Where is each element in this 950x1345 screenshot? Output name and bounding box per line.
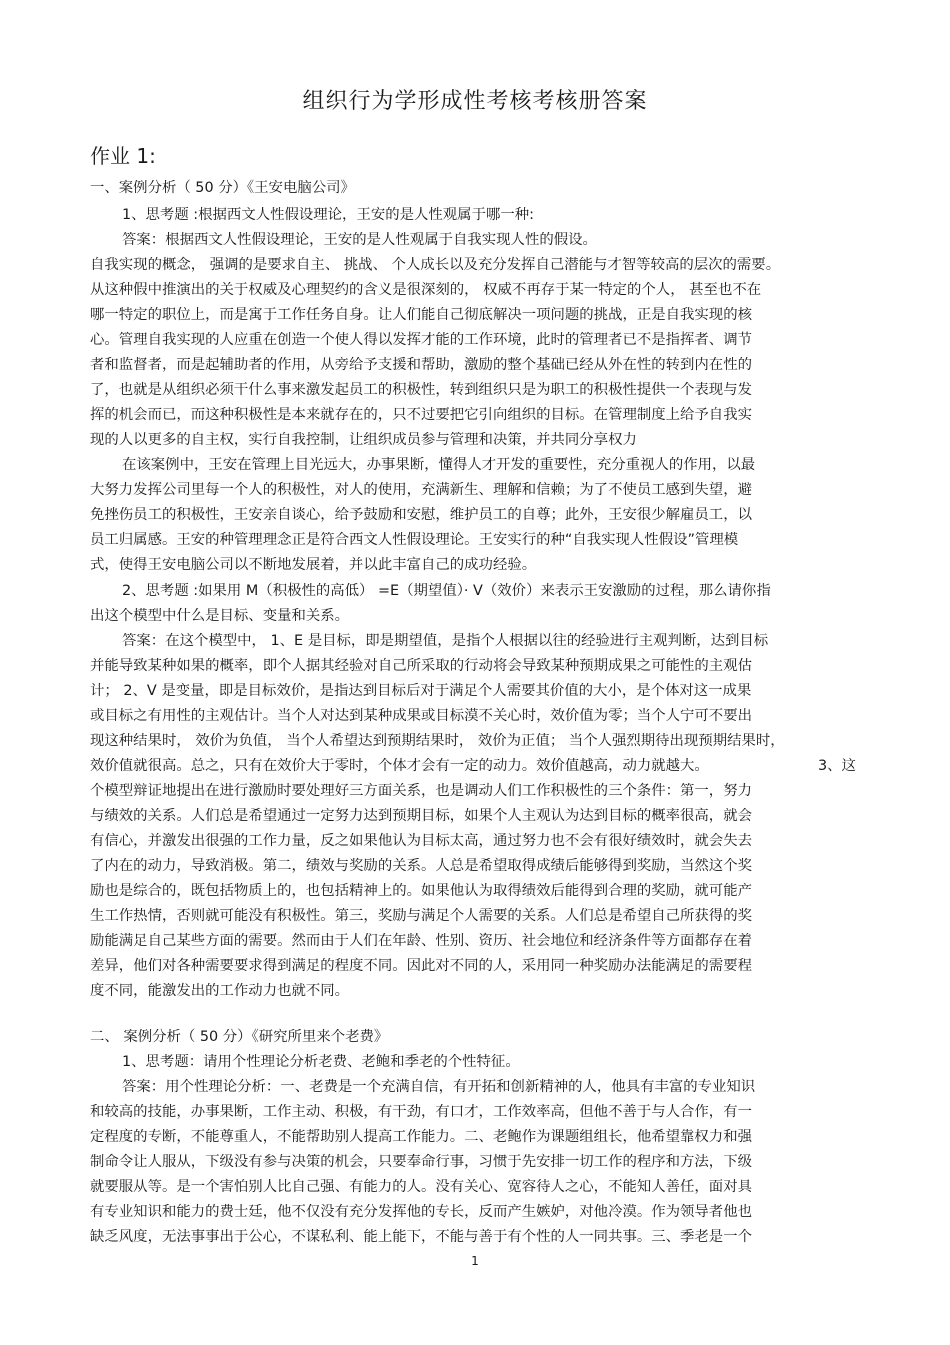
text-line: 个模型辩证地提出在进行激励时要处理好三方面关系，也是调动人们工作积极性的三个条件：第一，努力 — [90, 783, 752, 799]
text-line: 现的人以更多的自主权，实行自我控制，让组织成员参与管理和决策，并共同分享权力 — [90, 432, 637, 448]
text-line: 和较高的技能，办事果断，工作主动、积极，有干劲，有口才，工作效率高，但他不善于与人合作，有一 — [90, 1104, 752, 1120]
text-line: 答案：用个性理论分析：一、老费是一个充满自信，有开拓和创新精神的人，他具有丰富的专业知识 — [122, 1079, 756, 1095]
text-line: 哪一特定的职位上，而是寓于工作任务自身。让人们能自己彻底解决一项问题的挑战，正是自我实现的核 — [90, 307, 752, 323]
text-line: 免挫伤员工的积极性，王安亲自谈心，给予鼓励和安慰，维护员工的自尊；此外，王安很少解雇员工，以 — [90, 507, 752, 523]
text-line: 答案：在这个模型中， 1、E 是目标，即是期望值，是指个人根据以往的经验进行主观判断，达到目标 — [122, 633, 769, 649]
text-line: 心。管理自我实现的人应重在创造一个使人得以发挥才能的工作环境，此时的管理者已不是指挥者、调节 — [90, 332, 752, 348]
text-line: 了，也就是从组织必须干什么事来激发起员工的积极性，转到组织只是为职工的积极性提供一个表现与发 — [90, 382, 752, 398]
text-line: 一、案例分析（ 50 分）《王安电脑公司》 — [90, 180, 355, 196]
text-line: 缺乏风度，无法事事出于公心，不谋私利、能上能下，不能与善于有个性的人一同共事。三、季老是一个 — [90, 1229, 752, 1245]
text-line: 员工归属感。王安的种管理理念正是符合西文人性假设理论。王安实行的种“自我实现人性假设”管理模 — [90, 532, 739, 548]
text-line: 有信心，并激发出很强的工作力量，反之如果他认为目标太高，通过努力也不会有很好绩效时，就会失去 — [90, 833, 752, 849]
document-title: 组织行为学形成性考核考核册答案 — [302, 89, 648, 114]
assignment-heading: 作业 1: — [90, 144, 156, 168]
text-line: 励也是综合的，既包括物质上的，也包括精神上的。如果他认为取得绩效后能得到合理的奖励，就可能产 — [90, 883, 752, 899]
text-line: 生工作热情，否则就可能没有积极性。第三，奖励与满足个人需要的关系。人们总是希望自己所获得的奖 — [90, 908, 752, 924]
text-line: 在该案例中，王安在管理上目光远大，办事果断，懂得人才开发的重要性，充分重视人的作用，以最 — [122, 457, 756, 473]
text-line: 并能导致某种如果的概率，即个人据其经验对自己所采取的行动将会导致某种预期成果之可能性的主观估 — [90, 658, 752, 674]
text-line: 二、 案例分析（ 50 分）《研究所里来个老费》 — [90, 1029, 389, 1045]
text-line: 励能满足自己某些方面的需要。然而由于人们在年龄、性别、资历、社会地位和经济条件等方面都存在着 — [90, 933, 752, 949]
text-line: 就要服从等。是一个害怕别人比自己强、有能力的人。没有关心、宽容待人之心，不能知人善任，面对具 — [90, 1179, 752, 1195]
text-line: 2、思考题 :如果用 M（积极性的高低） =E（期望值）· V（效价）来表示王安激励的过程，那么请你指 — [122, 583, 771, 599]
text-line: 1、思考题 :根据西文人性假设理论，王安的是人性观属于哪一种: — [122, 207, 534, 223]
text-line: 挥的机会而已，而这种积极性是本来就存在的，只不过要把它引向组织的目标。在管理制度上给予自我实 — [90, 407, 752, 423]
text-line: 计； 2、V 是变量，即是目标效价，是指达到目标后对于满足个人需要其价值的大小，是个体对这一成果 — [90, 683, 752, 699]
page-number: 1 — [471, 1254, 479, 1268]
text-line: 与绩效的关系。人们总是希望通过一定努力达到预期目标，如果个人主观认为达到目标的概率很高，就会 — [90, 808, 752, 824]
text-line: 出这个模型中什么是目标、变量和关系。 — [90, 608, 350, 624]
text-line: 了内在的动力，导致消极。第二，绩效与奖励的关系。人总是希望取得成绩后能够得到奖励，当然这个奖 — [90, 858, 752, 874]
text-line: 者和监督者，而是起辅助者的作用，从旁给予支援和帮助，激励的整个基础已经从外在性的转到内在性的 — [90, 357, 752, 373]
text-line: 3、这 — [818, 758, 856, 774]
text-line: 效价值就很高。总之，只有在效价大于零时，个体才会有一定的动力。效价值越高，动力就越大。 — [90, 758, 709, 774]
text-line: 1、思考题：请用个性理论分析老费、老鲍和季老的个性特征。 — [122, 1054, 520, 1070]
text-line: 度不同，能激发出的工作动力也就不同。 — [90, 983, 350, 999]
text-line: 从这种假中推演出的关于权威及心理契约的含义是很深刻的， 权威不再存于某一特定的个人， 甚至也不在 — [90, 282, 762, 298]
text-line: 或目标之有用性的主观估计。当个人对达到某种成果或目标漠不关心时，效价值为零；当个人宁可不要出 — [90, 708, 752, 724]
text-line: 制命令让人服从，下级没有参与决策的机会，只要奉命行事，习惯于先安排一切工作的程序和方法，下级 — [90, 1154, 752, 1170]
text-line: 差异，他们对各种需要要求得到满足的程度不同。因此对不同的人，采用同一种奖励办法能满足的需要程 — [90, 958, 752, 974]
text-line: 自我实现的概念， 强调的是要求自主、 挑战、 个人成长以及充分发挥自己潜能与才智等较高的层次的需要。 — [90, 257, 781, 273]
text-line: 式，使得王安电脑公司以不断地发展着，并以此丰富自己的成功经验。 — [90, 557, 537, 573]
text-line: 现这种结果时， 效价为负值， 当个人希望达到预期结果时， 效价为正值； 当个人强烈期待出现预期结果时， — [90, 733, 785, 749]
text-line: 答案：根据西文人性假设理论，王安的是人性观属于自我实现人性的假设。 — [122, 232, 597, 248]
text-line: 大努力发挥公司里每一个人的积极性，对人的使用，充满新生、理解和信赖；为了不使员工感到失望，避 — [90, 482, 752, 498]
text-line: 定程度的专断，不能尊重人，不能帮助别人提高工作能力。二、老鲍作为课题组组长，他希望靠权力和强 — [90, 1129, 752, 1145]
text-line: 有专业知识和能力的费士廷，他不仅没有充分发挥他的专长，反而产生嫉妒，对他冷漠。作为领导者他也 — [90, 1204, 752, 1220]
